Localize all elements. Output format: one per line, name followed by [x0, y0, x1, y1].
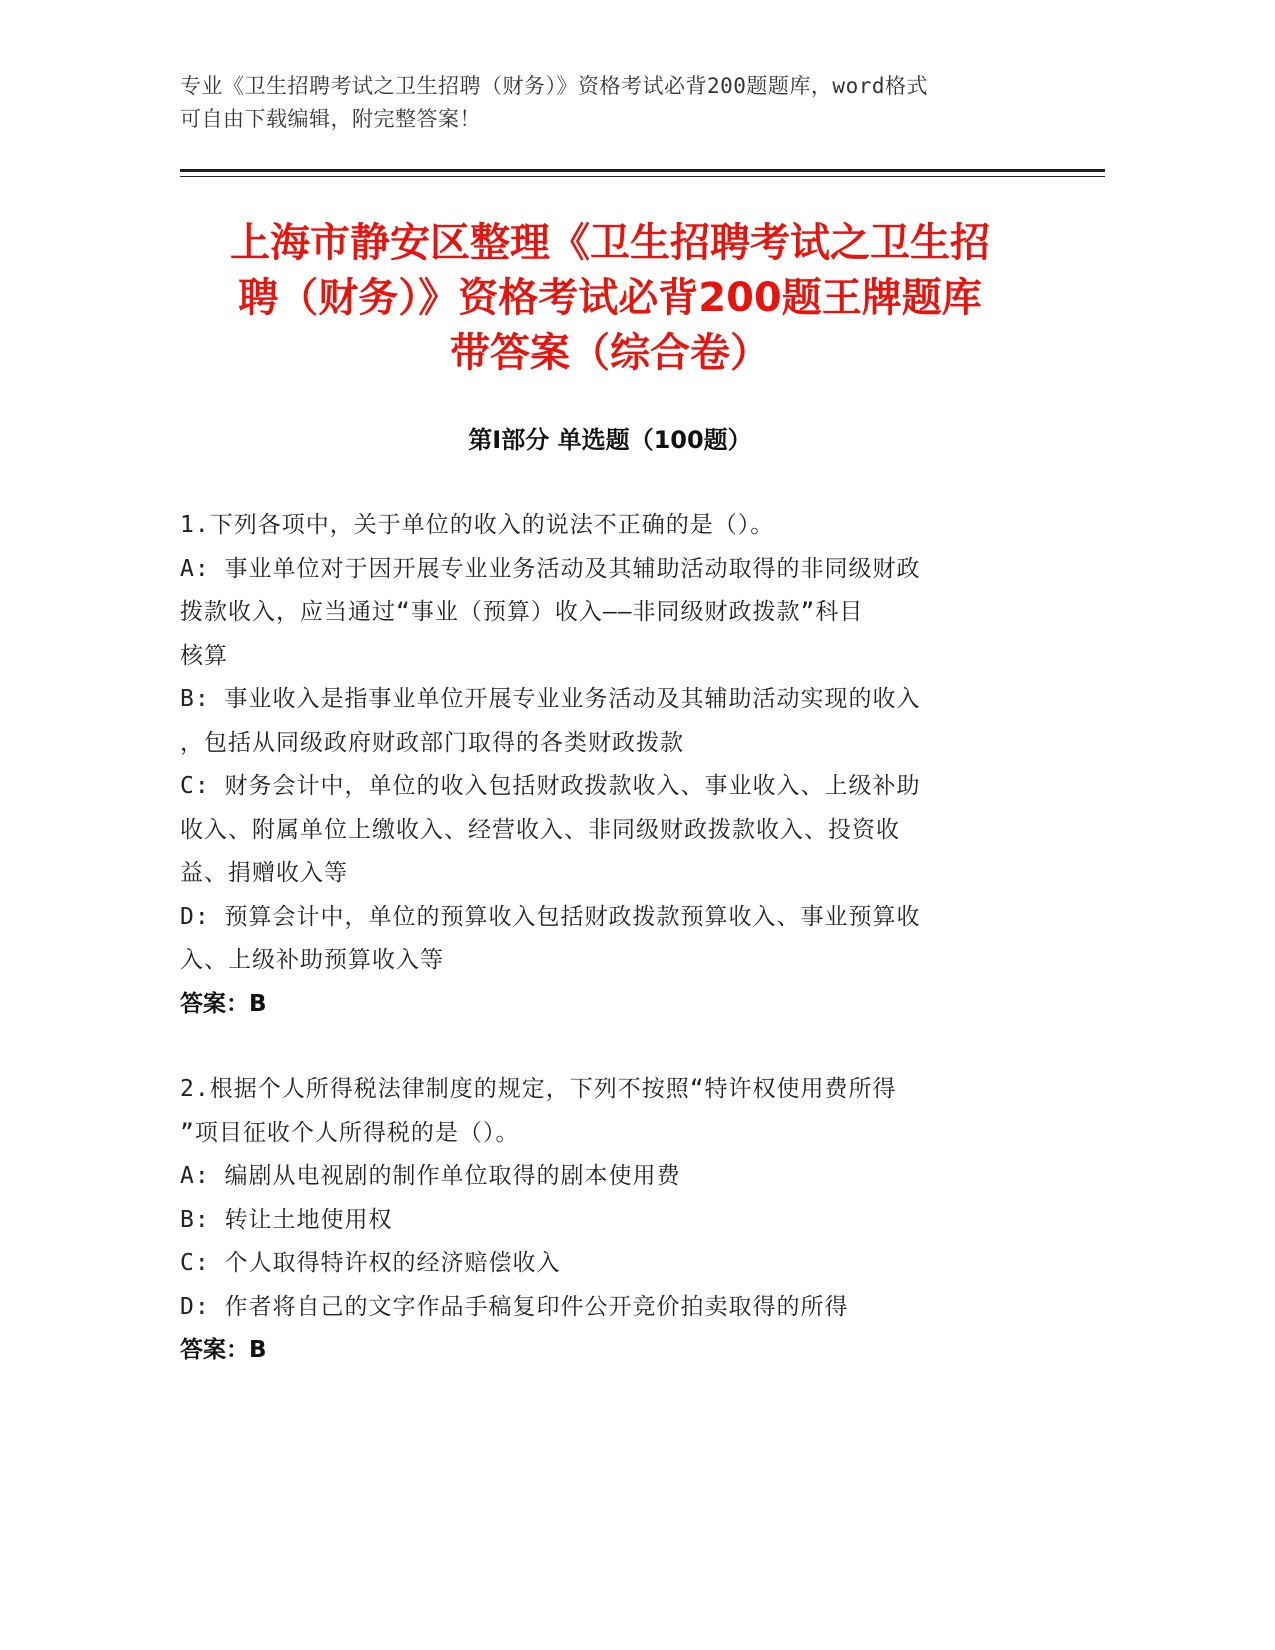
title-line: 聘（财务）》资格考试必背200题王牌题库: [238, 275, 982, 321]
document-title: [180, 216, 1040, 381]
answer-label: 答案：B: [180, 990, 267, 1017]
section-heading: 第Ⅰ部分 单选题（100题）: [468, 426, 752, 454]
question-stem: 2.根据个人所得税法律制度的规定，下列不按照“特许权使用费所得: [180, 1076, 897, 1102]
question-stem: 1.下列各项中，关于单位的收入的说法不正确的是（）。: [180, 512, 775, 538]
option-d: D: 预算会计中，单位的预算收入包括财政拨款预算收入、事业预算收: [180, 903, 921, 930]
option-b: B: 转让土地使用权: [180, 1206, 393, 1233]
option-c-cont: 益、捐赠收入等: [180, 860, 348, 886]
option-c: C: 财务会计中，单位的收入包括财政拨款收入、事业收入、上级补助: [180, 773, 921, 799]
question-2: [180, 1068, 1040, 1373]
header-note: [180, 70, 1030, 136]
option-b: B: 事业收入是指事业单位开展专业业务活动及其辅助活动实现的收入: [180, 686, 921, 712]
header-rule-thin: [180, 176, 1105, 177]
header-note-line: 可自由下载编辑，附完整答案！: [180, 107, 481, 131]
option-c-cont: 收入、附属单位上缴收入、经营收入、非同级财政拨款收入、投资收: [180, 816, 900, 843]
option-d-cont: 入、上级补助预算收入等: [180, 947, 444, 973]
option-b-cont: ，包括从同级政府财政部门取得的各类财政拨款: [180, 729, 684, 756]
option-a-cont: 核算: [180, 642, 228, 669]
title-line: 上海市静安区整理《卫生招聘考试之卫生招: [230, 220, 990, 266]
answer-label: 答案：B: [180, 1337, 267, 1363]
title-line: 带答案（综合卷）: [450, 330, 770, 376]
option-a: A: 编剧从电视剧的制作单位取得的剧本使用费: [180, 1163, 681, 1189]
option-a-cont: 拨款收入，应当通过“事业（预算）收入——非同级财政拨款”科目: [180, 599, 864, 625]
option-d: D: 作者将自己的文字作品手稿复印件公开竞价拍卖取得的所得: [180, 1293, 849, 1320]
header-rule-thick: [180, 169, 1105, 172]
option-c: C: 个人取得特许权的经济赔偿收入: [180, 1250, 561, 1276]
question-1: [180, 504, 1040, 1026]
question-stem-cont: ”项目征收个人所得税的是（）。: [180, 1119, 520, 1146]
document-page: [180, 0, 1105, 1650]
header-note-line: 专业《卫生招聘考试之卫生招聘（财务）》资格考试必背200题题库，word格式: [180, 74, 928, 98]
option-a: A: 事业单位对于因开展专业业务活动及其辅助活动取得的非同级财政: [180, 555, 921, 582]
